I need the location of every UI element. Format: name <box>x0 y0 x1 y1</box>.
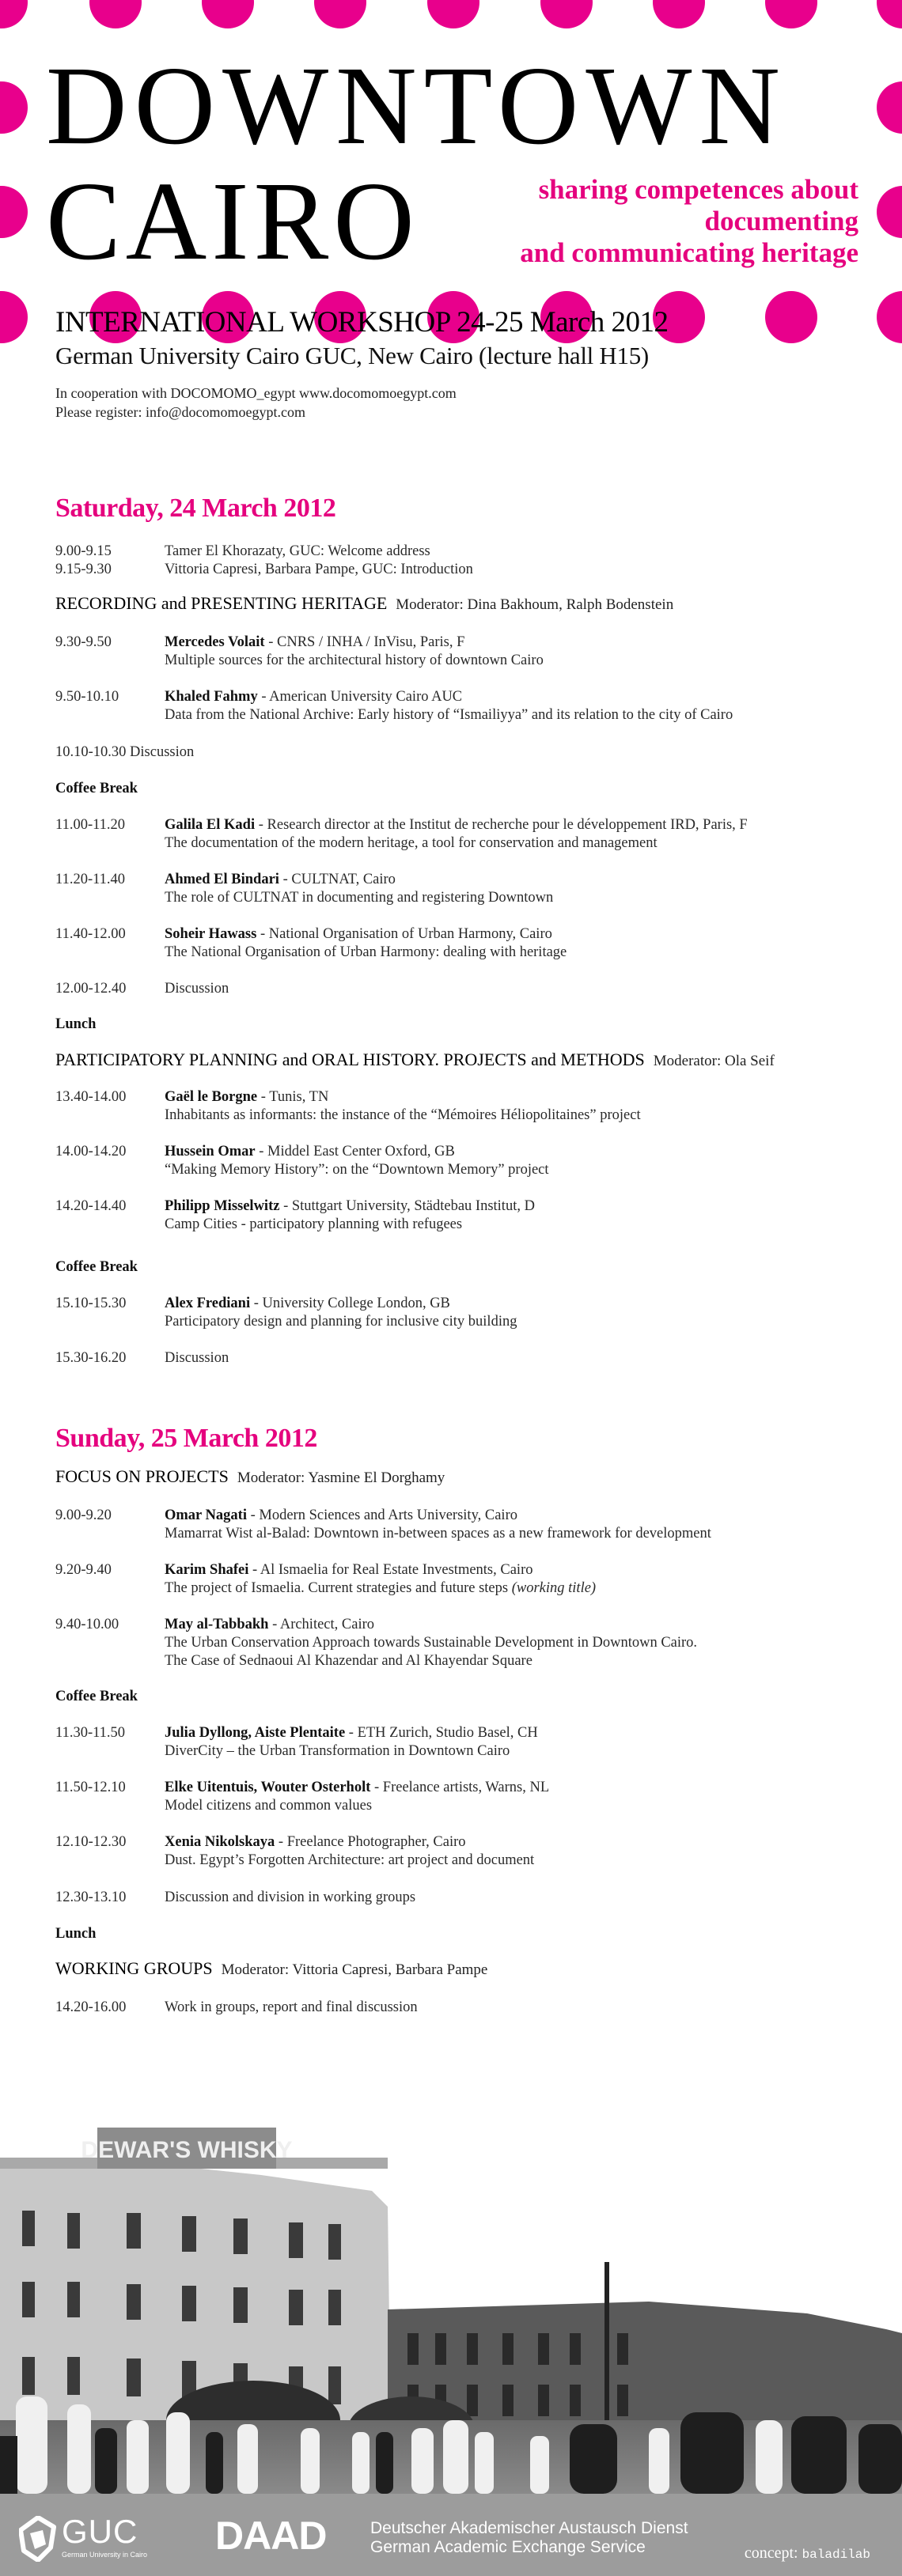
time: 12.10-12.30 <box>55 1834 127 1850</box>
talk-title: The documentation of the modern heritage, a tool for conservation and management <box>165 835 658 851</box>
cooperation-info <box>55 384 457 422</box>
time: 15.10-15.30 <box>55 1296 127 1311</box>
talk-title: Dust. Egypt’s Forgotten Architecture: art project and document <box>165 1852 535 1868</box>
time: 9.20-9.40 <box>55 1562 112 1578</box>
dot <box>0 81 28 134</box>
talk-row <box>55 1295 878 1313</box>
discussion <box>55 1349 878 1367</box>
dot <box>202 0 254 28</box>
talk-row <box>55 634 878 652</box>
lunch: Lunch <box>55 1926 97 1942</box>
talk <box>55 1833 878 1870</box>
talk-title: Model citizens and common values <box>165 1798 373 1814</box>
concept-name: baladilab <box>802 2548 870 2562</box>
day-heading-saturday: Saturday, 24 March 2012 <box>55 494 336 523</box>
time: 11.00-11.20 <box>55 817 126 833</box>
affiliation: - Stuttgart University, Städtebau Institut, D <box>279 1198 535 1214</box>
talk-title-row <box>55 1852 878 1870</box>
talk-title-row <box>55 1652 878 1670</box>
workshop-venue: German University Cairo GUC, New Cairo (lecture hall H15) <box>55 342 649 369</box>
time: 11.40-12.00 <box>55 926 126 942</box>
talk <box>55 1616 878 1670</box>
dot <box>877 0 902 28</box>
talk-title-row <box>55 889 878 907</box>
coffee-break: Coffee Break <box>55 1689 138 1704</box>
talk <box>55 1295 878 1331</box>
talk-title-row <box>55 1161 878 1179</box>
dot <box>0 186 28 238</box>
tagline-line: and communicating heritage <box>520 237 858 268</box>
affiliation: - CNRS / INHA / InVisu, Paris, F <box>264 634 465 650</box>
talk-title: Mamarrat Wist al-Balad: Downtown in-between spaces as a new framework for development <box>165 1526 711 1541</box>
dot <box>877 291 902 343</box>
affiliation: - Tunis, TN <box>257 1089 329 1105</box>
talk <box>55 1779 878 1815</box>
item-text: Discussion <box>165 1350 229 1366</box>
speaker: Elke Uitentuis, Wouter Osterholt <box>165 1780 371 1795</box>
affiliation: - Al Ismaelia for Real Estate Investments, Cairo <box>248 1562 533 1578</box>
affiliation: - Architect, Cairo <box>268 1617 375 1632</box>
poster-title-downtown: DOWNTOWN <box>46 43 787 168</box>
talk-row <box>55 1833 878 1852</box>
affiliation: - Research director at the Institut de recherche pour le développement IRD, Paris, F <box>255 817 748 833</box>
time: 12.30-13.10 <box>55 1889 127 1905</box>
talk <box>55 1561 878 1598</box>
item-text: Discussion and division in working groups <box>165 1889 416 1905</box>
section-title: FOCUS ON PROJECTS <box>55 1466 229 1486</box>
dot <box>540 0 593 28</box>
section-moderator: Moderator: Vittoria Capresi, Barbara Pampe <box>221 1961 488 1978</box>
talk-title-row <box>55 1797 878 1815</box>
section-title: PARTICIPATORY PLANNING and ORAL HISTORY. PROJECTS and METHODS <box>55 1050 645 1069</box>
dot <box>653 0 705 28</box>
talk-row <box>55 1724 878 1742</box>
concept-credit <box>745 2544 870 2563</box>
time: 12.00-12.40 <box>55 981 127 997</box>
talk-row <box>55 1779 878 1797</box>
talk-title: The Urban Conservation Approach towards Sustainable Development in Downtown Cairo. <box>165 1635 698 1651</box>
coffee-break: Coffee Break <box>55 781 138 796</box>
concept-label: concept: <box>744 2544 802 2562</box>
speaker: May al-Tabbakh <box>165 1617 269 1632</box>
speaker: Soheir Hawass <box>165 926 257 942</box>
time: 15.30-16.20 <box>55 1350 127 1366</box>
talk-row <box>55 1507 878 1525</box>
day-heading-sunday: Sunday, 25 March 2012 <box>55 1424 317 1453</box>
talk-row <box>55 1616 878 1634</box>
section-heading <box>55 594 878 614</box>
schedule-row <box>55 543 878 561</box>
discussion: 10.10-10.30 Discussion <box>55 744 195 760</box>
dot <box>765 291 817 343</box>
section-moderator: Moderator: Dina Bakhoum, Ralph Bodenstein <box>396 596 674 613</box>
speaker: Omar Nagati <box>165 1507 247 1523</box>
dot <box>765 0 817 28</box>
talk <box>55 816 878 853</box>
cooperation-line: In cooperation with DOCOMOMO_egypt www.docomomoegypt.com <box>55 385 457 401</box>
talk-title-row <box>55 706 878 724</box>
talk-row <box>55 925 878 944</box>
talk-title-row <box>55 1313 878 1331</box>
time: 13.40-14.00 <box>55 1089 127 1105</box>
speaker: Gaël le Borgne <box>165 1089 258 1105</box>
talk <box>55 925 878 962</box>
lunch: Lunch <box>55 1016 97 1032</box>
tagline-line: documenting <box>704 206 858 236</box>
speaker: Ahmed El Bindari <box>165 872 279 887</box>
talk-title-row <box>55 1634 878 1652</box>
talk-title-note: (working title) <box>511 1580 597 1596</box>
talk <box>55 1507 878 1543</box>
historic-photo-downtown-cairo <box>0 2072 902 2494</box>
daad-line-de: Deutscher Akademischer Austausch Dienst <box>370 2519 688 2537</box>
dot <box>427 0 479 28</box>
time: 14.20-14.40 <box>55 1198 127 1214</box>
talk-row <box>55 871 878 889</box>
talk-title: Camp Cities - participatory planning with refugees <box>165 1216 463 1232</box>
section-moderator: Moderator: Yasmine El Dorghamy <box>237 1470 445 1486</box>
daad-description <box>370 2519 688 2557</box>
talk-title-row <box>55 1525 878 1543</box>
talk-row <box>55 1561 878 1579</box>
workshop-title: INTERNATIONAL WORKSHOP 24-25 March 2012 <box>55 306 669 339</box>
affiliation: - National Organisation of Urban Harmony, Cairo <box>256 926 552 942</box>
tagline <box>520 174 858 269</box>
affiliation: - Freelance artists, Warns, NL <box>370 1780 550 1795</box>
dot <box>0 0 28 28</box>
guc-logo <box>19 2513 148 2562</box>
time: 9.30-9.50 <box>55 634 112 650</box>
talk-title: The National Organisation of Urban Harmony: dealing with heritage <box>165 944 567 960</box>
speaker: Karim Shafei <box>165 1562 249 1578</box>
final-session <box>55 1999 878 2017</box>
talk <box>55 688 878 724</box>
talk <box>55 634 878 670</box>
guc-subtitle: German University in Cairo <box>62 2551 148 2559</box>
affiliation: - CULTNAT, Cairo <box>279 872 396 887</box>
dot <box>89 0 142 28</box>
time: 11.30-11.50 <box>55 1725 126 1741</box>
talk <box>55 1088 878 1125</box>
schedule-row <box>55 561 878 579</box>
svg-text:DEWAR'S WHISKY: DEWAR'S WHISKY <box>81 2137 293 2163</box>
section-moderator: Moderator: Ola Seif <box>653 1053 775 1069</box>
dot <box>314 0 366 28</box>
speaker: Julia Dyllong, Aiste Plentaite <box>165 1725 346 1741</box>
affiliation: - Middel East Center Oxford, GB <box>255 1144 455 1159</box>
talk-title-row <box>55 1742 878 1761</box>
talk-title: Multiple sources for the architectural history of downtown Cairo <box>165 653 544 668</box>
talk-title: The project of Ismaelia. Current strategies and future steps <box>165 1580 512 1596</box>
item-text: Vittoria Capresi, Barbara Pampe, GUC: Introduction <box>165 562 473 577</box>
section-heading <box>55 1050 878 1070</box>
time: 14.00-14.20 <box>55 1144 127 1159</box>
speaker: Xenia Nikolskaya <box>165 1834 275 1850</box>
coffee-break: Coffee Break <box>55 1259 138 1275</box>
talk <box>55 1724 878 1761</box>
talk-title-line2: The Case of Sednaoui Al Khazendar and Al Khayendar Square <box>165 1653 532 1669</box>
talk-title: The role of CULTNAT in documenting and registering Downtown <box>165 890 554 906</box>
talk-title: Data from the National Archive: Early history of “Ismailiyya” and its relation to the city of Cairo <box>165 707 733 723</box>
discussion <box>55 1889 878 1907</box>
talk-title-row <box>55 944 878 962</box>
talk-title-row <box>55 652 878 670</box>
talk-row <box>55 688 878 706</box>
time: 14.20-16.00 <box>55 1999 127 2015</box>
time: 9.40-10.00 <box>55 1617 119 1632</box>
talk-title: Inhabitants as informants: the instance of the “Mémoires Héliopolitaines” project <box>165 1107 641 1123</box>
talk-title-row <box>55 834 878 853</box>
dot <box>0 291 28 343</box>
time: 9.00-9.15 <box>55 543 112 559</box>
talk-title: Participatory design and planning for inclusive city building <box>165 1314 517 1330</box>
talk-row <box>55 1088 878 1106</box>
guc-emblem-icon <box>19 2516 57 2562</box>
talk-title-row <box>55 1579 878 1598</box>
talk-row <box>55 816 878 834</box>
speaker: Philipp Misselwitz <box>165 1198 280 1214</box>
section-heading <box>55 1959 878 1979</box>
talk-row <box>55 1197 878 1216</box>
guc-wordmark: GUC <box>62 2513 138 2550</box>
dot <box>877 81 902 134</box>
talk-title: DiverCity – the Urban Transformation in Downtown Cairo <box>165 1743 510 1759</box>
speaker: Hussein Omar <box>165 1144 256 1159</box>
affiliation: - ETH Zurich, Studio Basel, CH <box>345 1725 538 1741</box>
register-line: Please register: info@docomomoegypt.com <box>55 404 306 420</box>
talk <box>55 871 878 907</box>
talk-title-row <box>55 1216 878 1234</box>
speaker: Mercedes Volait <box>165 634 265 650</box>
affiliation: - Freelance Photographer, Cairo <box>275 1834 466 1850</box>
time: 9.50-10.10 <box>55 689 119 705</box>
speaker: Khaled Fahmy <box>165 689 258 705</box>
affiliation: - University College London, GB <box>250 1296 450 1311</box>
speaker: Alex Frediani <box>165 1296 251 1311</box>
item-text: Work in groups, report and final discussion <box>165 1999 418 2015</box>
section-heading <box>55 1467 878 1487</box>
daad-logo: DAAD <box>215 2514 327 2558</box>
talk <box>55 1197 878 1234</box>
talk-title: “Making Memory History”: on the “Downtown Memory” project <box>165 1162 549 1178</box>
talk <box>55 1143 878 1179</box>
affiliation: - Modern Sciences and Arts University, Cairo <box>246 1507 517 1523</box>
saturday-opening <box>55 543 878 579</box>
affiliation: - American University Cairo AUC <box>257 689 463 705</box>
tagline-line: sharing competences about <box>538 174 858 205</box>
talk-row <box>55 1143 878 1161</box>
time: 11.50-12.10 <box>55 1780 126 1795</box>
time: 9.15-9.30 <box>55 562 112 577</box>
speaker: Galila El Kadi <box>165 817 256 833</box>
item-text: Discussion <box>165 981 229 997</box>
section-title: RECORDING and PRESENTING HERITAGE <box>55 593 388 613</box>
poster-title-cairo: CAIRO <box>46 158 419 283</box>
time: 11.20-11.40 <box>55 872 126 887</box>
discussion <box>55 980 878 998</box>
dot <box>877 186 902 238</box>
time: 9.00-9.20 <box>55 1507 112 1523</box>
item-text: Tamer El Khorazaty, GUC: Welcome address <box>165 543 430 559</box>
sponsor-footer <box>0 2494 902 2576</box>
daad-line-en: German Academic Exchange Service <box>370 2538 646 2556</box>
talk-title-row <box>55 1106 878 1125</box>
section-title: WORKING GROUPS <box>55 1958 213 1978</box>
